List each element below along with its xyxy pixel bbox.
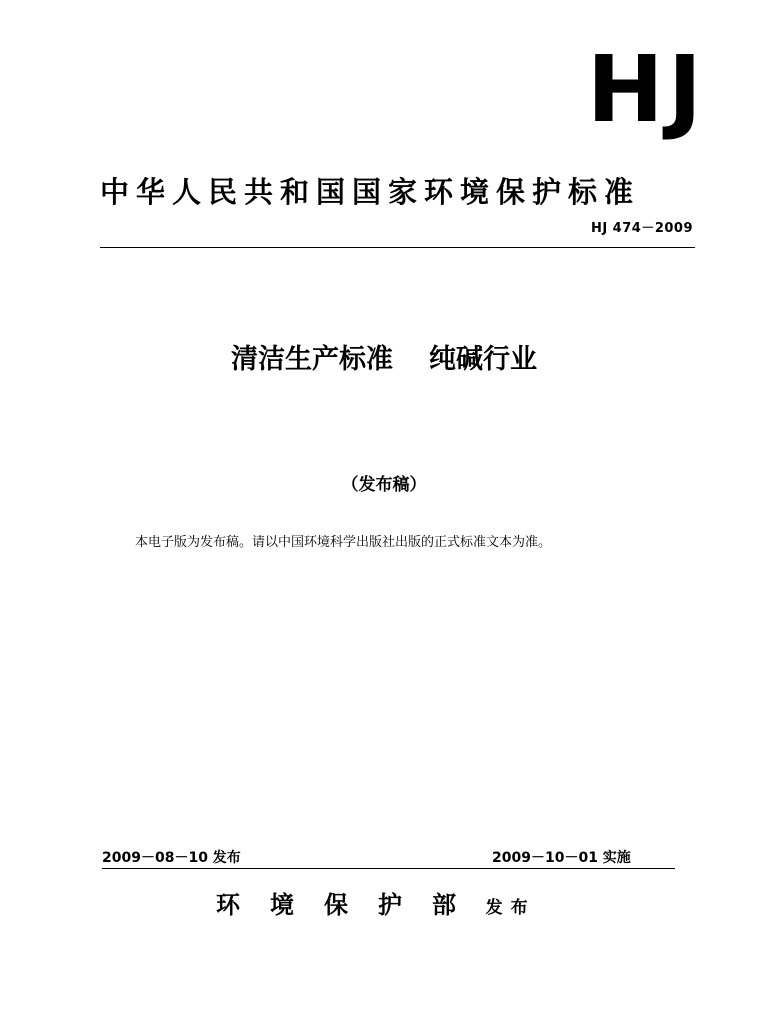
issuer-action: 发布 [485, 898, 536, 918]
header-divider [100, 247, 695, 248]
edition-notice: 本电子版为发布稿。请以中国环境科学出版社出版的正式标准文本为准。 [135, 535, 552, 550]
document-title-main: 清洁生产标准 [231, 344, 393, 375]
hj-logo: HJ [586, 36, 706, 143]
effective-date: 2009－10－01 实施 [492, 850, 631, 866]
issuer-name: 环境保护部 [216, 891, 486, 919]
issuer-line [216, 885, 536, 928]
release-date: 2009－08－10 发布 [102, 850, 241, 866]
national-standard-title: 中华人民共和国国家环境保护标准 [100, 175, 641, 209]
footer-divider [102, 868, 675, 869]
document-title-sub: 纯碱行业 [429, 344, 537, 375]
release-status: （发布稿） [341, 475, 427, 495]
standard-code: HJ 474－2009 [590, 221, 693, 236]
document-title [0, 338, 768, 382]
